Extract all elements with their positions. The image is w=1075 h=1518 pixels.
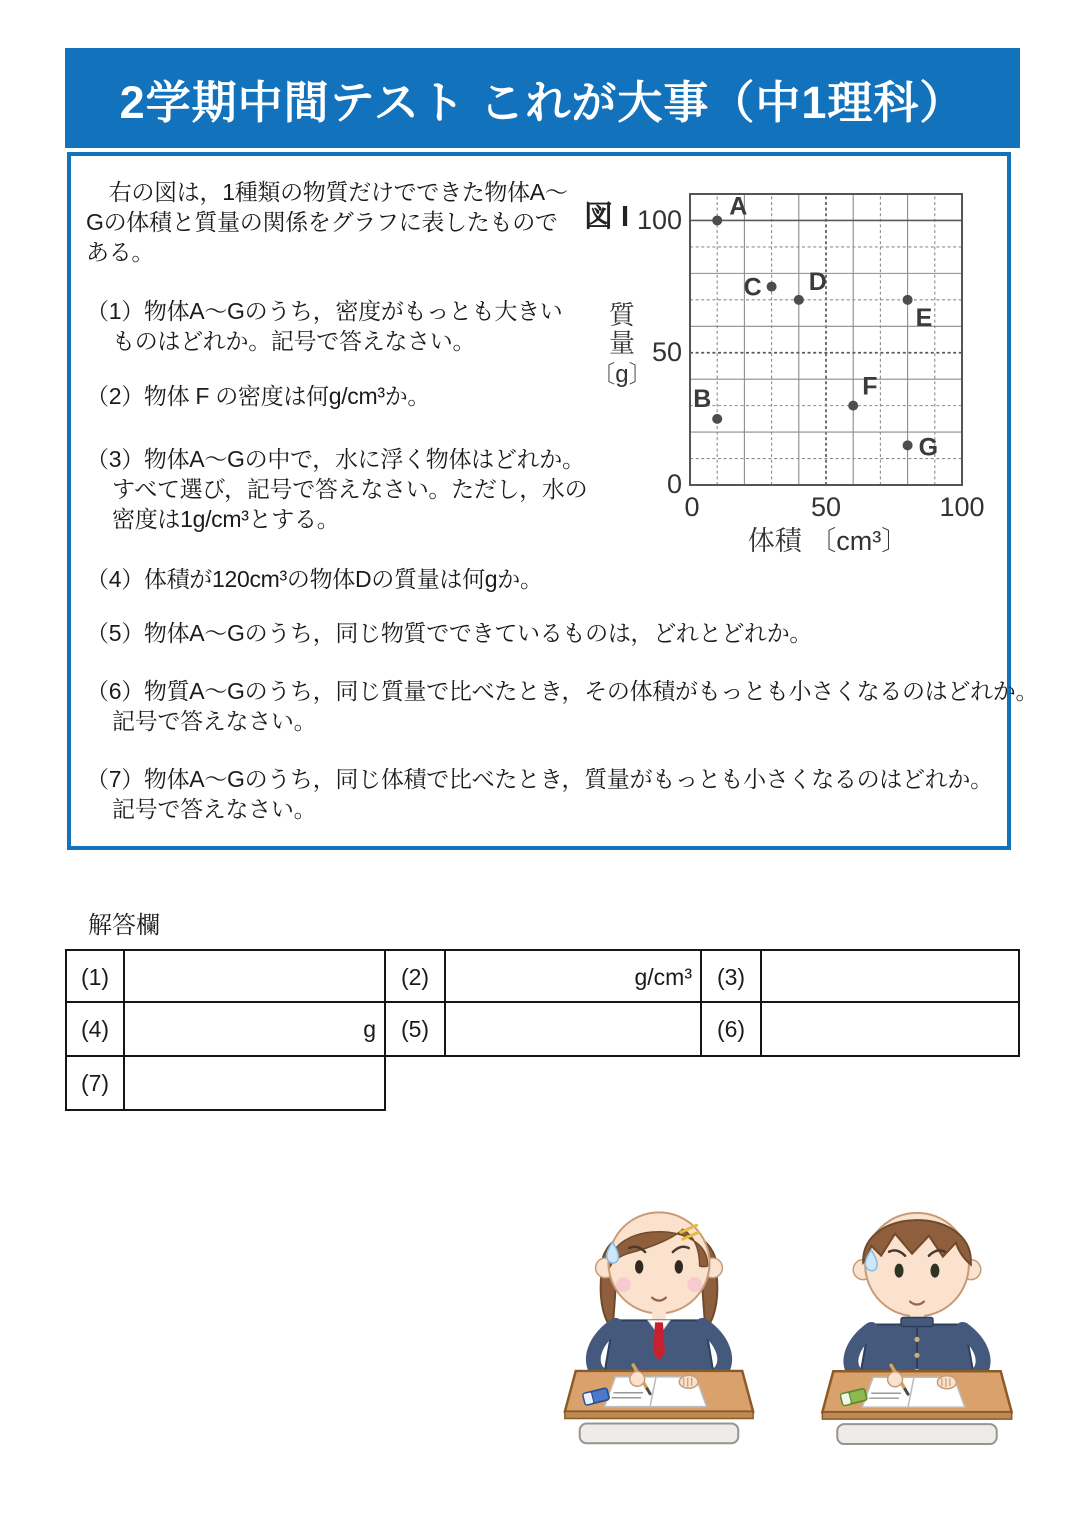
x-tick-50: 50	[810, 492, 842, 522]
answer-table-row-3	[65, 1057, 386, 1111]
answer-table-row-1	[65, 949, 1020, 1005]
question-line: すべて選び，記号で答えなさい。ただし，水の	[112, 476, 588, 502]
question-line: （2）物体 F の密度は何g/cm³か。	[86, 383, 431, 409]
intro-line: ある。	[86, 239, 155, 265]
boy-collar	[901, 1317, 933, 1326]
answer-field-7	[123, 1055, 386, 1111]
question-3	[86, 444, 587, 534]
question-7	[86, 764, 993, 824]
question-6	[86, 676, 1038, 736]
question-5	[86, 618, 812, 648]
student-boy-illustration	[798, 1168, 1036, 1452]
y-axis-label-char: 質	[608, 300, 636, 330]
boy-button	[914, 1353, 919, 1358]
student-girl-illustration	[550, 1168, 768, 1452]
answer-field-4: g	[123, 1001, 386, 1057]
data-point-F	[848, 401, 858, 411]
data-point-G	[903, 440, 913, 450]
question-line: （3）物体A～Gの中で，水に浮く物体はどれか。	[86, 446, 585, 472]
answer-label-7: (7)	[65, 1055, 125, 1111]
data-point-A	[712, 215, 722, 225]
chart-data-points	[693, 192, 938, 461]
girl-blush	[687, 1277, 702, 1292]
volume-mass-chart	[578, 182, 1008, 580]
data-point-label-B: B	[693, 384, 712, 413]
question-4	[86, 564, 543, 594]
data-point-E	[903, 295, 913, 305]
answer-field-6	[760, 1001, 1020, 1057]
intro-line: 右の図は，1種類の物質だけでできた物体A～	[86, 179, 568, 205]
desk-panel	[837, 1424, 996, 1444]
question-line: （1）物体A～Gのうち，密度がもっとも大きい	[86, 298, 563, 324]
question-line: （6）物質A～Gのうち，同じ質量で比べたとき，その体積がもっとも小さくなるのはどれか。	[86, 678, 1039, 704]
y-tick-100: 100	[636, 205, 682, 235]
question-line: （5）物体A～Gのうち，同じ物質でできているものは，どれとどれか。	[86, 620, 813, 646]
answer-label-4: (4)	[65, 1001, 125, 1057]
y-axis-label-unit: 〔g〕	[591, 361, 653, 388]
answer-label-1: (1)	[65, 949, 125, 1005]
header-banner	[65, 48, 1020, 148]
page-title: 2学期中間テスト これが大事（中1理科）	[119, 76, 966, 128]
y-axis-label-char: 量	[608, 328, 636, 358]
answer-section-title: 解答欄	[88, 912, 160, 939]
answer-label-6: (6)	[700, 1001, 762, 1057]
question-line: （7）物体A～Gのうち，同じ体積で比べたとき，質量がもっとも小さくなるのはどれか。	[86, 766, 993, 792]
question-1	[86, 296, 562, 356]
answer-label-3: (3)	[700, 949, 762, 1005]
question-line: （4）体積が120cm³の物体Dの質量は何gか。	[86, 566, 543, 592]
question-line: ものはどれか。記号で答えなさい。	[112, 328, 476, 354]
data-point-label-A: A	[729, 192, 748, 221]
data-point-label-F: F	[862, 372, 878, 401]
girl-hand	[630, 1371, 645, 1386]
x-tick-100: 100	[939, 492, 985, 522]
x-axis-label: 体積 〔cm³〕	[747, 526, 909, 556]
chart-svg	[578, 182, 1008, 580]
answer-field-2: g/cm³	[444, 949, 702, 1005]
figure-label: 図 I	[584, 201, 630, 233]
desk-edge	[565, 1412, 753, 1419]
data-point-B	[712, 414, 722, 424]
boy-eye	[895, 1264, 904, 1278]
boy-hand	[888, 1372, 903, 1387]
data-point-C	[767, 282, 777, 292]
data-point-label-G: G	[918, 433, 939, 462]
answer-field-3	[760, 949, 1020, 1005]
girl-eye	[635, 1260, 643, 1273]
intro-line: Gの体積と質量の関係をグラフに表したもので	[86, 209, 558, 235]
question-line: 記号で答えなさい。	[112, 796, 317, 822]
desk-panel	[580, 1423, 739, 1443]
boy-button	[914, 1337, 919, 1342]
girl-hand	[679, 1375, 698, 1388]
desk-edge	[822, 1412, 1011, 1419]
data-point-label-D: D	[808, 267, 827, 296]
x-tick-0: 0	[684, 492, 700, 522]
answer-field-5	[444, 1001, 702, 1057]
answer-table-row-2	[65, 1003, 1020, 1057]
intro-paragraph	[86, 177, 568, 267]
girl-eye	[675, 1260, 683, 1273]
boy-hand	[937, 1376, 956, 1389]
answer-field-1	[123, 949, 386, 1005]
question-line: 密度は1g/cm³とする。	[112, 506, 340, 532]
boy-eye	[930, 1264, 939, 1278]
girl-blush	[616, 1277, 631, 1292]
y-tick-0: 0	[666, 469, 682, 499]
question-2	[86, 381, 430, 411]
answer-label-5: (5)	[384, 1001, 446, 1057]
data-point-D	[794, 295, 804, 305]
data-point-label-C: C	[743, 273, 762, 302]
question-line: 記号で答えなさい。	[112, 708, 317, 734]
data-point-label-E: E	[915, 303, 933, 332]
answer-label-2: (2)	[384, 949, 446, 1005]
y-tick-50: 50	[651, 337, 682, 367]
